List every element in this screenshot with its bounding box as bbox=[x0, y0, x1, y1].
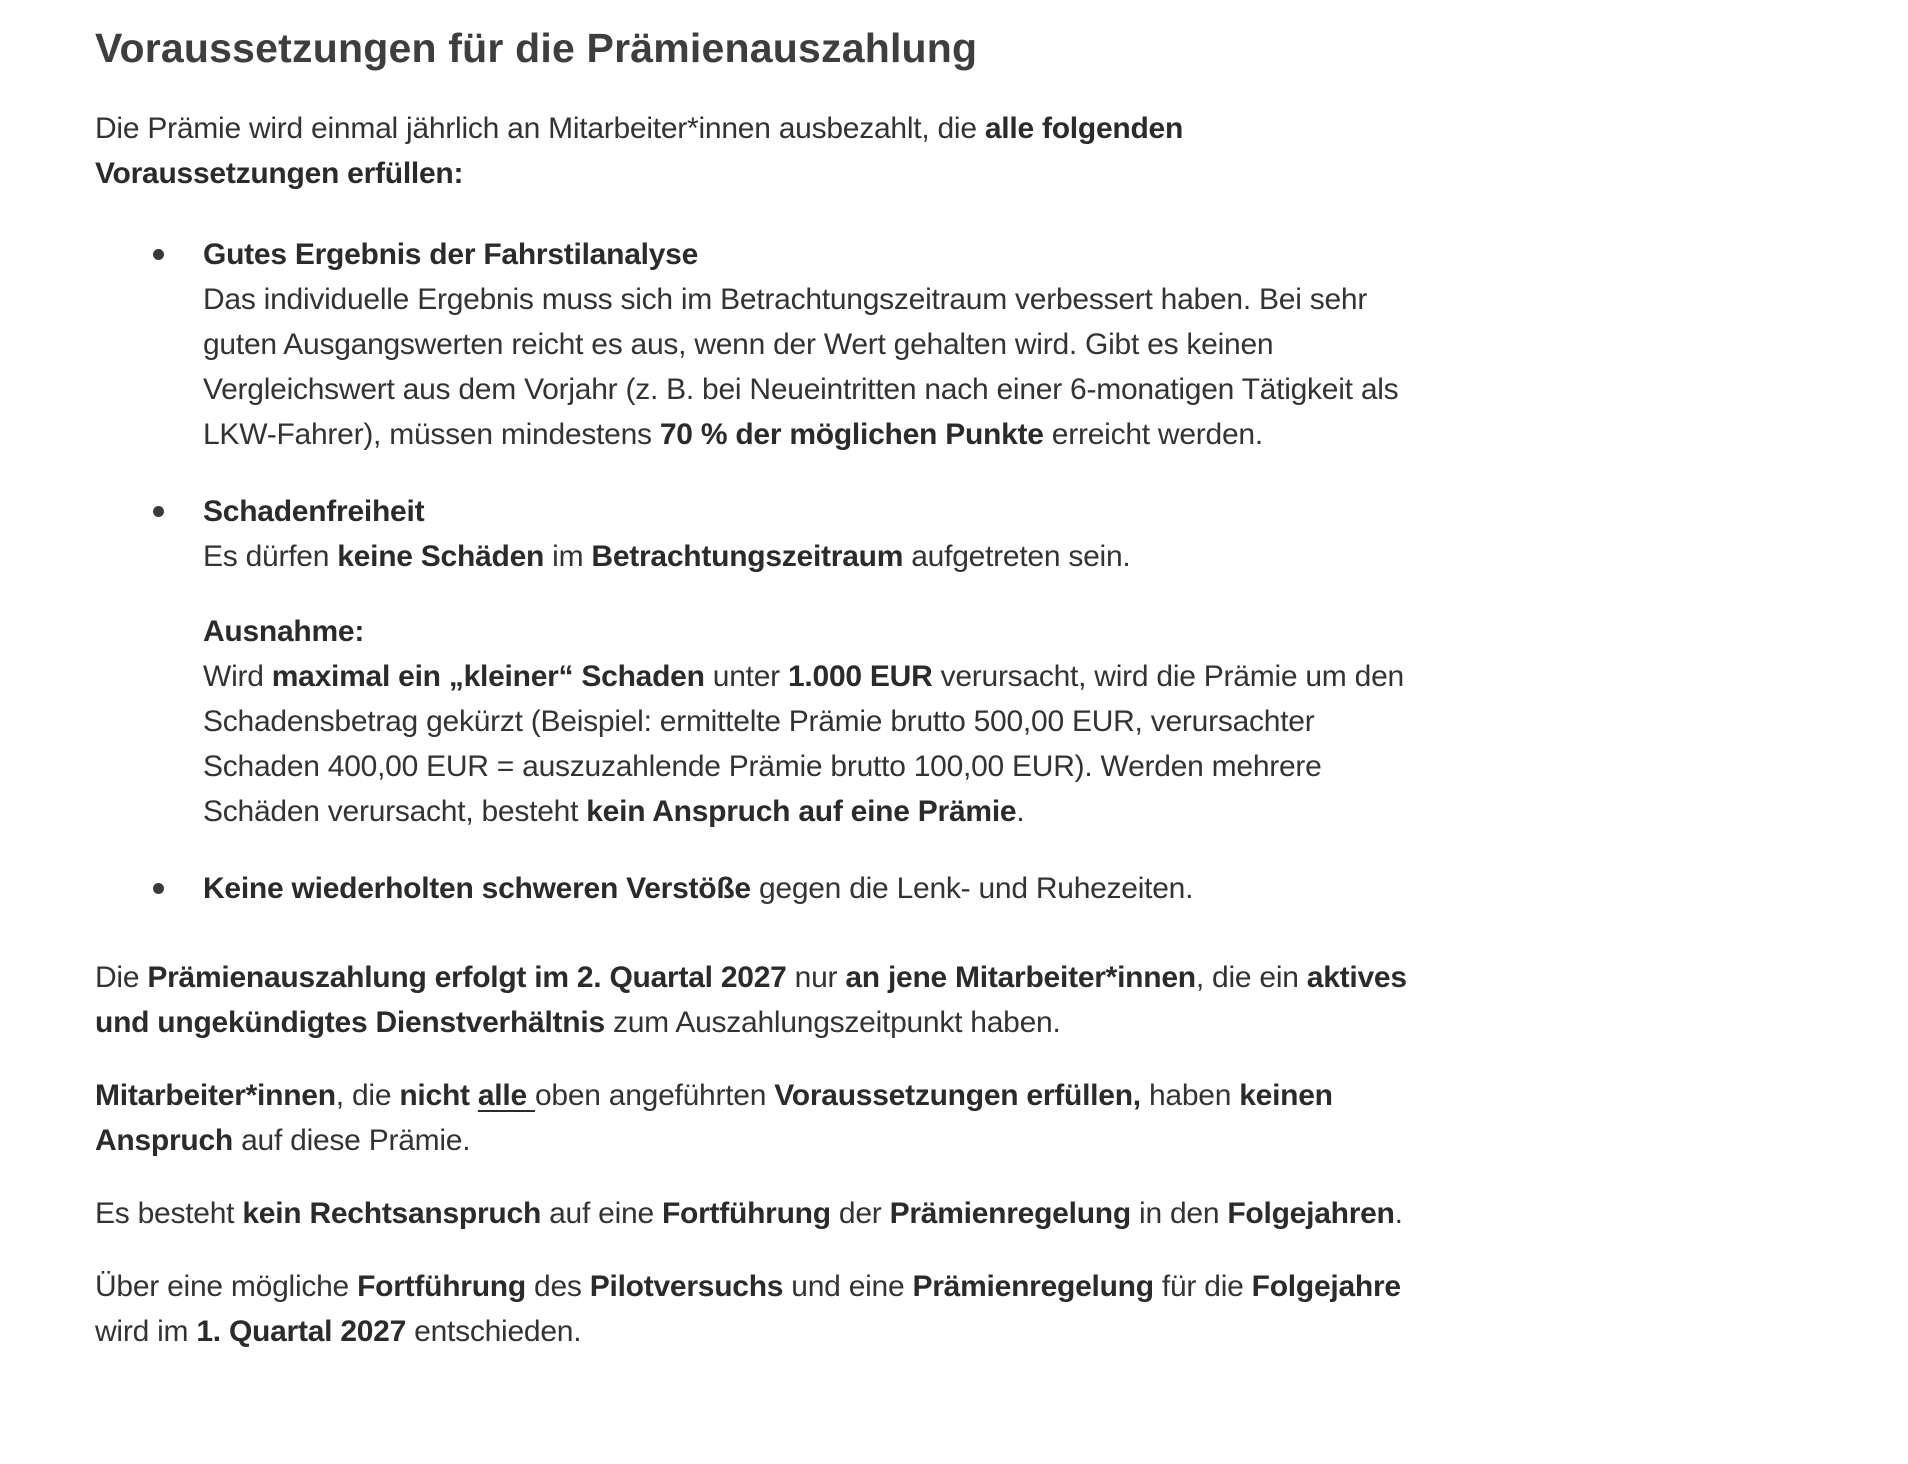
text-run: der bbox=[830, 1197, 890, 1230]
exception-block bbox=[203, 609, 1408, 834]
bullet-text bbox=[203, 534, 1408, 579]
text-run: wird im bbox=[95, 1315, 197, 1348]
text-run: unter bbox=[704, 660, 788, 693]
text-run: Es dürfen bbox=[203, 540, 338, 573]
text-run: Es besteht bbox=[95, 1197, 243, 1230]
text-run: Voraussetzungen erfüllen, bbox=[774, 1079, 1141, 1112]
text-run: des bbox=[525, 1270, 590, 1303]
document-title: Voraussetzungen für die Prämienauszahlung bbox=[95, 25, 978, 71]
bullet-title: Schadenfreiheit bbox=[203, 495, 425, 528]
text-run: . bbox=[1394, 1197, 1403, 1230]
text-run: oben angeführten bbox=[534, 1079, 775, 1112]
bullet-list bbox=[95, 232, 1495, 911]
text-run: Folgejahren bbox=[1227, 1197, 1395, 1230]
text-run: nicht bbox=[399, 1079, 478, 1112]
bullet-item-fahrstilanalyse bbox=[95, 232, 1495, 457]
text-run: Die Prämie wird einmal jährlich an Mitarbeiter*innen ausbezahlt, die bbox=[95, 112, 985, 145]
text-run: keine Schäden bbox=[337, 540, 545, 573]
bullet-item-schadenfreiheit bbox=[95, 489, 1495, 834]
text-run: aktives und ungekündigtes Dienstverhältnis bbox=[95, 961, 1407, 1039]
text-run: haben bbox=[1140, 1079, 1240, 1112]
text-run: Die bbox=[95, 961, 148, 994]
bullet-content bbox=[203, 232, 1408, 457]
text-run: für die bbox=[1153, 1270, 1252, 1303]
bullet-text bbox=[203, 277, 1408, 457]
text-run: Prämienauszahlung erfolgt im 2. Quartal 2027 bbox=[147, 961, 787, 994]
text-run: 70 % der möglichen Punkte bbox=[659, 418, 1044, 451]
text-run: in den bbox=[1130, 1197, 1228, 1230]
text-run: Keine wiederholten schweren Verstöße bbox=[203, 872, 751, 905]
text-run: aufgetreten sein. bbox=[903, 540, 1131, 573]
text-run: erreicht werden. bbox=[1043, 418, 1263, 451]
text-run: 1.000 EUR bbox=[788, 660, 933, 693]
paragraph-no-legal-claim bbox=[95, 1191, 1440, 1236]
text-run: keinen Anspruch bbox=[95, 1079, 1333, 1157]
text-run: . bbox=[1016, 795, 1025, 828]
exception-title: Ausnahme: bbox=[203, 615, 365, 648]
text-run: , die bbox=[335, 1079, 400, 1112]
text-run: Über eine mögliche bbox=[95, 1270, 358, 1303]
bullet-icon bbox=[153, 883, 164, 894]
text-run: Fortführung bbox=[661, 1197, 831, 1230]
bullet-content bbox=[203, 489, 1408, 834]
text-run: Prämienregelung bbox=[912, 1270, 1154, 1303]
text-run: , die ein bbox=[1195, 961, 1307, 994]
text-run: und eine bbox=[783, 1270, 913, 1303]
text-run: 1. Quartal 2027 bbox=[196, 1315, 407, 1348]
exception-text bbox=[203, 654, 1408, 834]
bullet-item-verstoesse bbox=[95, 866, 1495, 911]
text-run: gegen die Lenk- und Ruhezeiten. bbox=[750, 872, 1194, 905]
text-run: auf eine bbox=[541, 1197, 662, 1230]
text-run: maximal ein „kleiner“ Schaden bbox=[271, 660, 705, 693]
bullet-icon bbox=[153, 506, 164, 517]
text-run: alle bbox=[477, 1079, 535, 1112]
text-run: alle folgenden Voraussetzungen erfüllen: bbox=[95, 112, 1184, 190]
text-run: nur bbox=[786, 961, 846, 994]
text-run: Pilotversuchs bbox=[589, 1270, 784, 1303]
paragraph-continuation-decision bbox=[95, 1264, 1440, 1354]
text-run: Mitarbeiter*innen bbox=[95, 1079, 336, 1112]
text-run: auf diese Prämie. bbox=[233, 1124, 471, 1157]
text-run: im bbox=[544, 540, 592, 573]
intro-paragraph bbox=[95, 106, 1435, 196]
paragraph-eligibility bbox=[95, 1073, 1440, 1163]
bullet-title: Gutes Ergebnis der Fahrstilanalyse bbox=[203, 238, 699, 271]
bullet-icon bbox=[153, 249, 164, 260]
text-run: kein Rechtsanspruch bbox=[242, 1197, 542, 1230]
text-run: Betrachtungszeitraum bbox=[591, 540, 904, 573]
text-run: Folgejahre bbox=[1251, 1270, 1401, 1303]
text-run: verursacht, wird die Prämie um den Schadensbetrag gekürzt (Beispiel: ermittelte Prämie brutto 500,00 EUR, verursachter Schaden 400,00 EUR = auszuzahlende Prämie brutto 100,00 EUR). Werden mehrere Schäden verursacht, besteht bbox=[203, 660, 1404, 828]
text-run: kein Anspruch auf eine Prämie bbox=[586, 795, 1017, 828]
text-run: an jene Mitarbeiter*innen bbox=[845, 961, 1196, 994]
paragraph-payout bbox=[95, 955, 1440, 1045]
bullet-content bbox=[203, 866, 1408, 911]
text-run: Wird bbox=[203, 660, 272, 693]
text-run: Prämienregelung bbox=[889, 1197, 1131, 1230]
text-run: Das individuelle Ergebnis muss sich im Betrachtungszeitraum verbessert haben. Bei sehr guten Ausgangswerten reicht es aus, wenn der Wert gehalten wird. Gibt es keinen Vergleichswert aus dem Vorjahr (z. B. bei Neueintritten nach einer 6-monatigen Tätigkeit als LKW-Fahrer), müssen mindestens bbox=[203, 283, 1399, 451]
bullet-text bbox=[203, 866, 1408, 911]
text-run: Fortführung bbox=[357, 1270, 526, 1303]
text-run: entschieden. bbox=[406, 1315, 582, 1348]
text-run: zum Auszahlungszeitpunkt haben. bbox=[604, 1006, 1061, 1039]
